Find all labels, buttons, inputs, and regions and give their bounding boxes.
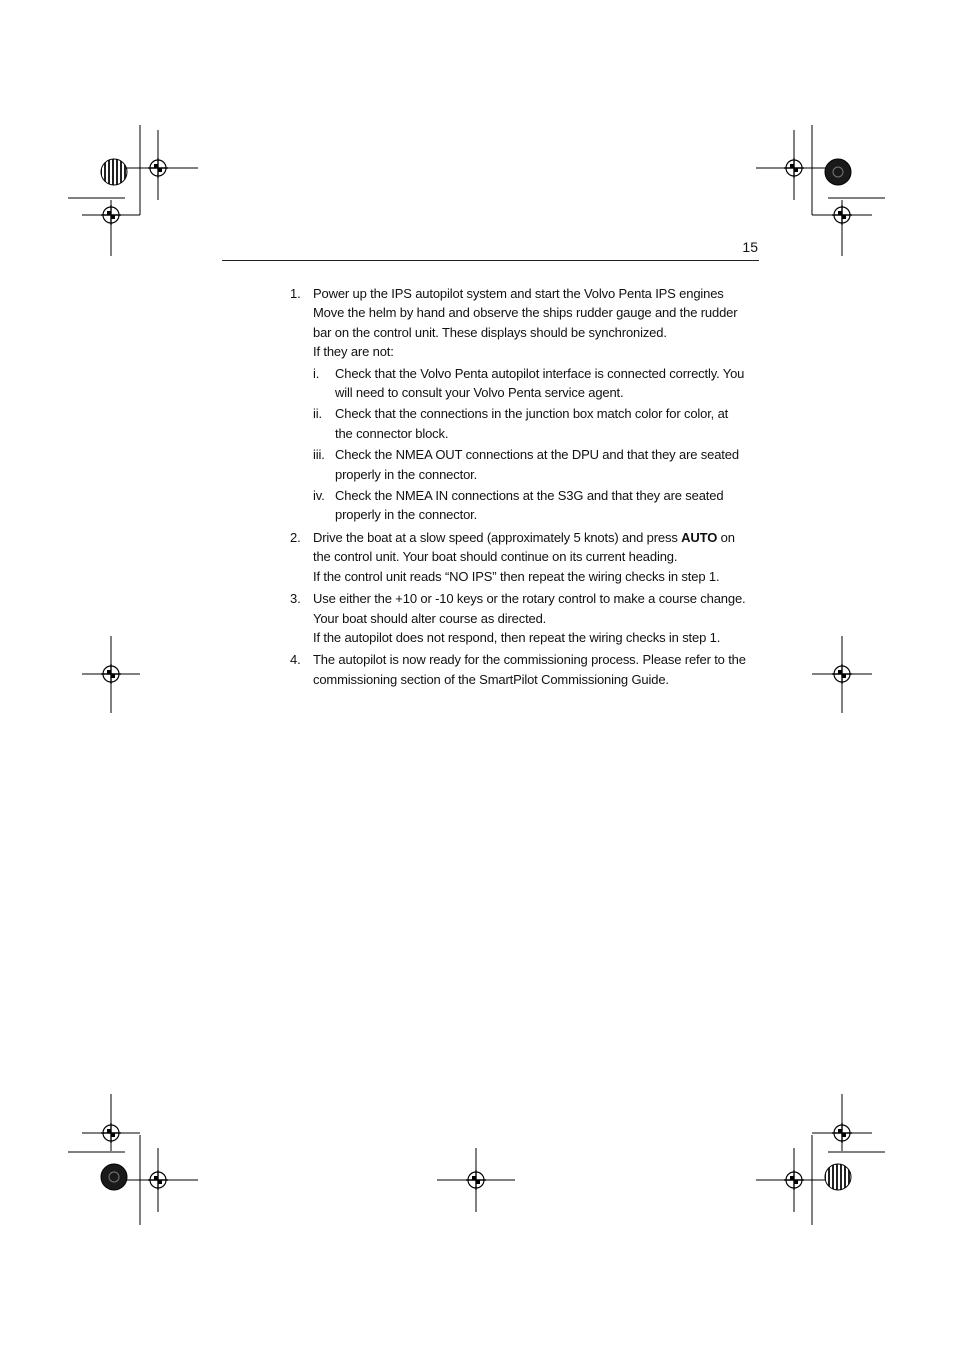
list-item bbox=[313, 364, 760, 403]
step-text: Power up the IPS autopilot system and start the Volvo Penta IPS engines bbox=[313, 286, 724, 301]
step-number: 2. bbox=[290, 529, 301, 545]
steps-list bbox=[286, 284, 760, 689]
substep-text: Check the NMEA OUT connections at the DPU and that they are seated bbox=[335, 447, 739, 463]
header-rule bbox=[222, 260, 759, 261]
step-text bbox=[313, 528, 760, 547]
substep-text: Check the NMEA IN connections at the S3G and that they are seated bbox=[335, 488, 724, 504]
substep-text: Check that the connections in the junction box match color for color, at bbox=[335, 406, 729, 422]
step-text: Your boat should alter course as directed. bbox=[313, 610, 547, 626]
step-text: bar on the control unit. These displays should be synchronized. bbox=[313, 324, 667, 340]
step-text: If the control unit reads “NO IPS” then repeat the wiring checks in step 1. bbox=[313, 568, 720, 584]
step-text: The autopilot is now ready for the commissioning process. Please refer to the bbox=[313, 652, 746, 668]
substep-text: Check that the Volvo Penta autopilot interface is connected correctly. You bbox=[335, 365, 745, 381]
substeps-list bbox=[313, 364, 760, 525]
step-text: Use either the +10 or -10 keys or the rotary control to make a course change. bbox=[313, 591, 746, 607]
page-number: 15 bbox=[742, 239, 758, 255]
substep-number: i. bbox=[313, 365, 320, 381]
step-text: If the autopilot does not respond, then repeat the wiring checks in step 1. bbox=[313, 629, 721, 645]
list-item bbox=[286, 284, 760, 525]
substep-text: will need to consult your Volvo Penta service agent. bbox=[335, 385, 624, 401]
step-number: 4. bbox=[290, 652, 301, 668]
list-item bbox=[313, 404, 760, 443]
list-item bbox=[313, 486, 760, 525]
substep-number: iii. bbox=[313, 447, 325, 463]
step-text: the control unit. Your boat should continue on its current heading. bbox=[313, 549, 678, 565]
substep-number: ii. bbox=[313, 406, 322, 422]
list-item bbox=[313, 445, 760, 484]
step-text-part: Drive the boat at a slow speed (approximately 5 knots) and press bbox=[313, 529, 682, 545]
substep-number: iv. bbox=[313, 488, 325, 504]
step-number: 3. bbox=[290, 591, 301, 607]
auto-key-label: AUTO bbox=[681, 529, 718, 545]
list-item bbox=[286, 589, 760, 647]
substep-text: properly in the connector. bbox=[335, 466, 478, 482]
step-text: Move the helm by hand and observe the ships rudder gauge and the rudder bbox=[313, 305, 738, 321]
instructions-body bbox=[286, 284, 760, 692]
list-item bbox=[286, 528, 760, 586]
step-text: If they are not: bbox=[313, 344, 394, 360]
step-number: 1. bbox=[290, 286, 301, 301]
list-item bbox=[286, 650, 760, 689]
step-text: commissioning section of the SmartPilot Commissioning Guide. bbox=[313, 671, 669, 687]
step-text-part: on bbox=[717, 529, 735, 545]
substep-text: the connector block. bbox=[335, 425, 449, 441]
substep-text: properly in the connector. bbox=[335, 507, 478, 523]
